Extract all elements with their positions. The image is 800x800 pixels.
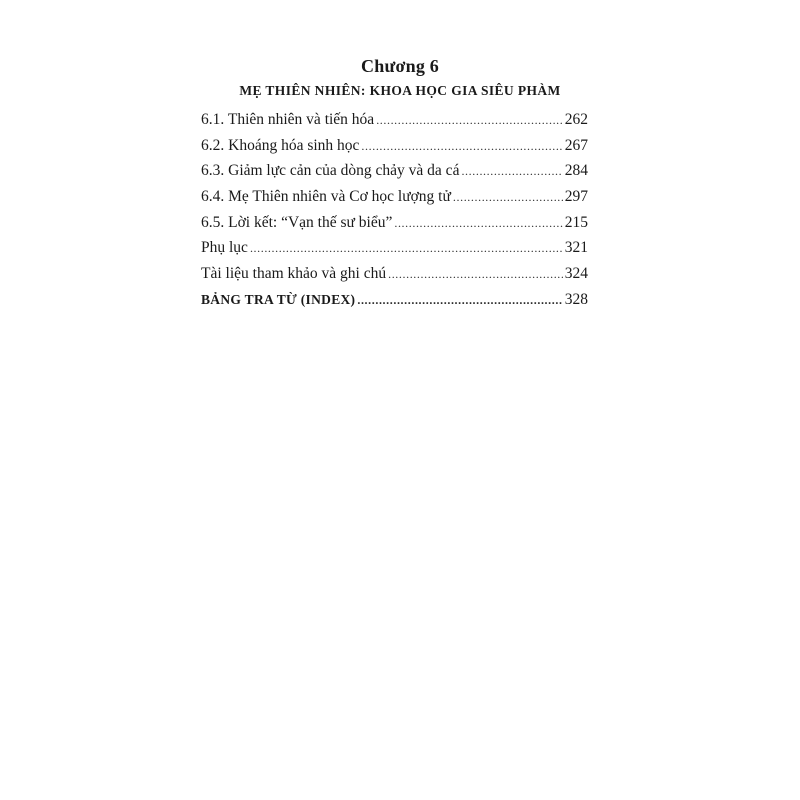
chapter-title: Chương 6 [361, 56, 439, 76]
toc-entry-appendix [201, 235, 588, 261]
toc-entry-6-5 [201, 210, 588, 236]
toc-leader-dots [453, 185, 563, 211]
toc-entry-label: 6.1. Thiên nhiên và tiến hóa [201, 111, 375, 128]
toc-entry-label: BẢNG TRA TỪ (INDEX) [201, 291, 356, 307]
toc-entry-6-2 [201, 133, 588, 159]
toc-leader-dots [361, 134, 562, 160]
toc-leader-dots [388, 262, 563, 288]
toc-entry-page: 267 [564, 136, 588, 154]
toc-leader-dots [357, 288, 562, 314]
toc-entry-6-4 [201, 184, 588, 210]
chapter-subtitle: MẸ THIÊN NHIÊN: KHOA HỌC GIA SIÊU PHÀM [239, 83, 561, 98]
toc-entry-6-1 [201, 107, 588, 133]
toc-entry-page: 284 [564, 162, 588, 180]
toc-entry-references [201, 261, 588, 287]
toc-leader-dots [394, 211, 562, 237]
toc-entry-index [201, 287, 588, 313]
toc-leader-dots [376, 108, 563, 134]
toc-entry-label: Tài liệu tham khảo và ghi chú [201, 265, 387, 283]
toc-entry-label: 6.5. Lời kết: “Vạn thế sư biểu” [201, 213, 393, 231]
toc-entry-label: 6.4. Mẹ Thiên nhiên và Cơ học lượng tử [201, 188, 451, 206]
toc-entry-page: 297 [564, 188, 588, 206]
toc-leader-dots [461, 159, 562, 185]
toc-entry-label: 6.2. Khoáng hóa sinh học [201, 136, 360, 154]
toc-entry-page: 324 [564, 265, 588, 283]
toc-leader-dots [250, 236, 563, 262]
toc-entry-page: 328 [564, 290, 588, 308]
toc-entry-page: 321 [564, 239, 588, 257]
toc-entry-6-3 [201, 158, 588, 184]
toc-entry-page: 215 [564, 213, 588, 231]
toc-entry-label: Phụ lục [201, 239, 248, 257]
toc-entry-label: 6.3. Giảm lực cản của dòng chảy và da cá [201, 162, 460, 180]
toc-entry-page: 262 [564, 111, 588, 128]
table-of-contents [201, 107, 588, 313]
